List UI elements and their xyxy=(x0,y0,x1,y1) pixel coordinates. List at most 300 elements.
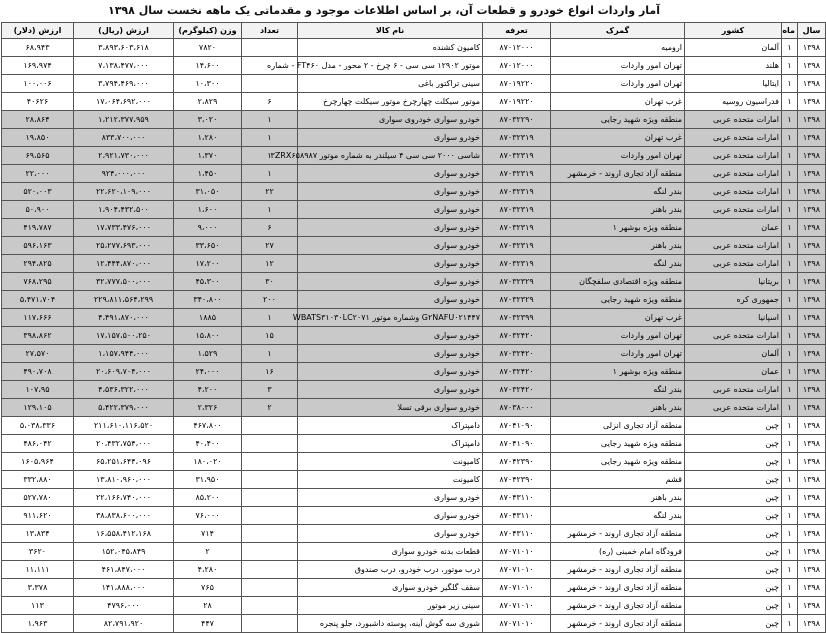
cell-tariff: ۸۷۰۴۳۱۱۰ xyxy=(483,489,551,507)
cell-value-usd: ۱۶۹،۹۷۴ xyxy=(2,57,74,75)
cell-tariff: ۸۷۰۳۲۳۱۹ xyxy=(483,255,551,273)
cell-value-rial: ۳،۸۹۳،۶۰۳،۶۱۸ xyxy=(74,39,174,57)
table-row xyxy=(2,597,826,615)
table-body xyxy=(2,39,826,633)
cell-customs: فرودگاه امام خمینی (ره) xyxy=(551,543,685,561)
cell-country: امارات متحده عربی xyxy=(685,255,782,273)
cell-country: چین xyxy=(685,489,782,507)
header-month: ماه xyxy=(782,23,798,39)
cell-value-usd: ۴۱۹،۷۸۷ xyxy=(2,219,74,237)
cell-value-usd: ۱۹،۸۵۰ xyxy=(2,129,74,147)
cell-value-rial: ۱۳،۸۱۰،۹۶۰،۰۰۰ xyxy=(74,471,174,489)
cell-value-rial: ۱،۲۱۲،۳۷۷،۹۵۹ xyxy=(74,111,174,129)
header-value-rial: ارزش (ریال) xyxy=(74,23,174,39)
cell-value-rial: ۴،۴۹۱،۸۷۰،۰۰۰ xyxy=(74,309,174,327)
cell-year: ۱۳۹۸ xyxy=(798,507,826,525)
cell-weight: ۳۳،۶۵۰ xyxy=(174,237,242,255)
cell-year: ۱۳۹۸ xyxy=(798,381,826,399)
cell-country: چین xyxy=(685,435,782,453)
cell-country: امارات متحده عربی xyxy=(685,399,782,417)
cell-count: ۱ xyxy=(242,147,298,165)
cell-customs: بندر باهنر xyxy=(551,399,685,417)
cell-country: چین xyxy=(685,525,782,543)
cell-weight: ۸۵،۲۰۰ xyxy=(174,489,242,507)
cell-country: هلند xyxy=(685,57,782,75)
cell-item: سینی زیر موتور xyxy=(298,597,483,615)
cell-value-usd: ۵۹۶،۱۶۳ xyxy=(2,237,74,255)
cell-value-usd: ۱۶۰۵،۹۶۴ xyxy=(2,453,74,471)
cell-month: ۱ xyxy=(782,579,798,597)
cell-month: ۱ xyxy=(782,363,798,381)
cell-month: ۱ xyxy=(782,183,798,201)
cell-country: امارات متحده عربی xyxy=(685,237,782,255)
cell-weight: ۱۰،۳۰۰ xyxy=(174,75,242,93)
cell-country: اسپانیا xyxy=(685,309,782,327)
cell-item: خودرو سواری xyxy=(298,129,483,147)
header-customs: گمرک xyxy=(551,23,685,39)
cell-tariff: ۸۷۰۳۸۰۰۰ xyxy=(483,399,551,417)
cell-tariff: ۸۷۰۳۲۲۹۰ xyxy=(483,111,551,129)
cell-item: سینی تراکتور باغی xyxy=(298,75,483,93)
cell-value-rial: ۳۲،۷۷۷،۵۰۰،۰۰۰ xyxy=(74,273,174,291)
cell-tariff: ۸۷۰۴۱۰۹۰ xyxy=(483,435,551,453)
cell-value-rial: ۱۷،۱۵۷،۵۰۰،۲۵۰ xyxy=(74,327,174,345)
cell-count: ۱ xyxy=(242,165,298,183)
table-row xyxy=(2,93,826,111)
cell-weight: ۳۴۰،۸۰۰ xyxy=(174,291,242,309)
header-weight: وزن (کیلوگرم) xyxy=(174,23,242,39)
cell-weight: ۱،۲۸۰ xyxy=(174,129,242,147)
cell-weight: ۳۱،۰۵۰ xyxy=(174,183,242,201)
cell-tariff: ۸۷۰۱۲۰۰۰ xyxy=(483,57,551,75)
page-title: آمار واردات انواع خودرو و قطعات آن، بر اساس اطلاعات موجود و مقدماتی یک ماهه نخست سال ۱۳۹۸ xyxy=(108,4,660,17)
cell-tariff: ۸۷۰۳۲۳۱۹ xyxy=(483,147,551,165)
cell-item: قطعات بدنه خودرو سواری xyxy=(298,543,483,561)
cell-item: کامیون کشنده xyxy=(298,39,483,57)
cell-customs: منطقه ویژه بوشهر ۱ xyxy=(551,219,685,237)
cell-value-usd: ۱۲۹،۱۰۵ xyxy=(2,399,74,417)
cell-value-rial: ۲۱۱،۶۱۰،۱۱۶،۵۲۰ xyxy=(74,417,174,435)
cell-weight: ۴۶۷،۸۰۰ xyxy=(174,417,242,435)
cell-value-rial: ۵،۴۲۲،۳۷۹،۰۰۰ xyxy=(74,399,174,417)
cell-customs: منطقه ویژه شهید رجایی xyxy=(551,111,685,129)
cell-value-usd: ۹۱۱،۶۲۰ xyxy=(2,507,74,525)
cell-year: ۱۳۹۸ xyxy=(798,255,826,273)
cell-month: ۱ xyxy=(782,345,798,363)
cell-year: ۱۳۹۸ xyxy=(798,345,826,363)
table-row xyxy=(2,507,826,525)
cell-country: عمان xyxy=(685,363,782,381)
cell-country: امارات متحده عربی xyxy=(685,111,782,129)
cell-month: ۱ xyxy=(782,417,798,435)
cell-item: کامیونت xyxy=(298,471,483,489)
cell-weight: ۱۴،۶۰۰ xyxy=(174,57,242,75)
cell-customs: منطقه ویژه بوشهر ۱ xyxy=(551,363,685,381)
cell-weight: ۳،۰۲۰ xyxy=(174,111,242,129)
table-row xyxy=(2,201,826,219)
cell-customs: منطقه ویژه شهید رجایی xyxy=(551,453,685,471)
cell-value-rial: ۴۷۹۶،۰۰۰ xyxy=(74,597,174,615)
cell-year: ۱۳۹۸ xyxy=(798,543,826,561)
cell-year: ۱۳۹۸ xyxy=(798,39,826,57)
cell-month: ۱ xyxy=(782,399,798,417)
cell-value-rial: ۲،۹۲۱،۷۳۰،۰۰۰ xyxy=(74,147,174,165)
cell-value-usd: ۵۲۷،۷۸۰ xyxy=(2,489,74,507)
cell-value-usd: ۱۰۰،۰۰۶ xyxy=(2,75,74,93)
header-value-usd: ارزش (دلار) xyxy=(2,23,74,39)
cell-country: امارات متحده عربی xyxy=(685,183,782,201)
cell-customs: منطقه ویژه اقتصادی سلفچگان xyxy=(551,273,685,291)
cell-item: خودرو سواری xyxy=(298,291,483,309)
cell-tariff: ۸۷۰۳۲۴۲۰ xyxy=(483,327,551,345)
cell-year: ۱۳۹۸ xyxy=(798,309,826,327)
cell-country: چین xyxy=(685,597,782,615)
cell-value-rial: ۱۲،۴۴۴،۸۷۰،۰۰۰ xyxy=(74,255,174,273)
cell-customs: منطقه آزاد تجاری اروند - خرمشهر xyxy=(551,597,685,615)
table-row xyxy=(2,363,826,381)
cell-value-usd: ۱۰۷،۹۵ xyxy=(2,381,74,399)
cell-country: جمهوری کره xyxy=(685,291,782,309)
cell-year: ۱۳۹۸ xyxy=(798,75,826,93)
cell-value-usd: ۱۳،۸۳۴ xyxy=(2,525,74,543)
cell-value-usd: ۳۳۲،۸۸۰ xyxy=(2,471,74,489)
cell-item: درب موتور، درب خودرو، درب صندوق xyxy=(298,561,483,579)
cell-month: ۱ xyxy=(782,219,798,237)
cell-item: خودرو سواری xyxy=(298,345,483,363)
cell-count xyxy=(242,471,298,489)
cell-year: ۱۳۹۸ xyxy=(798,57,826,75)
cell-count: ۱ xyxy=(242,129,298,147)
cell-year: ۱۳۹۸ xyxy=(798,147,826,165)
cell-tariff: ۸۷۰۳۲۳۱۹ xyxy=(483,237,551,255)
cell-tariff: ۸۷۰۱۹۲۲۰ xyxy=(483,75,551,93)
cell-customs: اروميه xyxy=(551,39,685,57)
table-row xyxy=(2,579,826,597)
cell-value-usd: ۳،۳۷۸ xyxy=(2,579,74,597)
cell-item: خودرو سواری xyxy=(298,219,483,237)
cell-value-rial: ۲۲،۶۲۰،۱۰۹،۰۰۰ xyxy=(74,183,174,201)
cell-customs: منطقه آزاد تجاری انزلی xyxy=(551,417,685,435)
cell-count: ۲۲ xyxy=(242,183,298,201)
cell-year: ۱۳۹۸ xyxy=(798,129,826,147)
cell-count xyxy=(242,543,298,561)
cell-customs: منطقه آزاد تجاری اروند - خرمشهر xyxy=(551,561,685,579)
cell-year: ۱۳۹۸ xyxy=(798,165,826,183)
cell-customs: منطقه آزاد تجاری اروند - خرمشهر xyxy=(551,615,685,633)
cell-customs: بندر لنگه xyxy=(551,183,685,201)
cell-customs: منطقه آزاد تجاری اروند - خرمشهر xyxy=(551,579,685,597)
cell-month: ۱ xyxy=(782,129,798,147)
cell-value-usd: ۲۹۴،۸۲۵ xyxy=(2,255,74,273)
cell-customs: بندر لنگه xyxy=(551,255,685,273)
cell-month: ۱ xyxy=(782,597,798,615)
table-row xyxy=(2,417,826,435)
cell-weight: ۲۴،۰۰۰ xyxy=(174,363,242,381)
cell-customs: تهران امور واردات xyxy=(551,147,685,165)
cell-value-rial: ۲۰،۶۰۹،۷۰۴،۰۰۰ xyxy=(74,363,174,381)
cell-month: ۱ xyxy=(782,165,798,183)
cell-tariff: ۸۷۰۷۱۰۱۰ xyxy=(483,543,551,561)
cell-year: ۱۳۹۸ xyxy=(798,219,826,237)
cell-customs: بندر لنگه xyxy=(551,381,685,399)
table-row xyxy=(2,453,826,471)
table-row xyxy=(2,165,826,183)
table-row xyxy=(2,489,826,507)
cell-month: ۱ xyxy=(782,507,798,525)
cell-month: ۱ xyxy=(782,273,798,291)
table-row xyxy=(2,147,826,165)
cell-month: ۱ xyxy=(782,435,798,453)
cell-item: خودرو سواری xyxy=(298,255,483,273)
cell-count: ۳۰ xyxy=(242,273,298,291)
cell-item: خودرو سواری xyxy=(298,183,483,201)
cell-country: بریتانیا xyxy=(685,273,782,291)
cell-country: چین xyxy=(685,507,782,525)
cell-value-usd: ۲۷،۵۷۰ xyxy=(2,345,74,363)
cell-value-rial: ۱۷،۷۳۳،۴۷۶،۰۰۰ xyxy=(74,219,174,237)
cell-month: ۱ xyxy=(782,147,798,165)
cell-weight: ۴۰،۴۰۰ xyxy=(174,435,242,453)
cell-customs: غرب تهران xyxy=(551,309,685,327)
cell-value-usd: ۷۶۸،۲۹۵ xyxy=(2,273,74,291)
cell-year: ۱۳۹۸ xyxy=(798,597,826,615)
cell-item: خودرو سواری xyxy=(298,201,483,219)
cell-month: ۱ xyxy=(782,255,798,273)
cell-count: ۲۷ xyxy=(242,237,298,255)
cell-weight: ۷۶،۰۰۰ xyxy=(174,507,242,525)
cell-month: ۱ xyxy=(782,291,798,309)
cell-value-usd: ۳۶۲۰ xyxy=(2,543,74,561)
cell-weight: ۱،۵۲۹ xyxy=(174,345,242,363)
cell-item: شاسی ۲۰۰۰ سی سی ۴ سیلندر به شماره موتور ۳ZRX۶۵۸۹۸۷ xyxy=(298,147,483,165)
cell-tariff: ۸۷۰۳۲۴۲۰ xyxy=(483,381,551,399)
table-row xyxy=(2,291,826,309)
table-row xyxy=(2,39,826,57)
cell-tariff: ۸۷۰۷۱۰۱۰ xyxy=(483,561,551,579)
cell-item: خودرو سواری xyxy=(298,363,483,381)
cell-weight: ۴،۲۰۰ xyxy=(174,381,242,399)
table-row xyxy=(2,129,826,147)
imports-table xyxy=(1,22,826,633)
cell-value-rial: ۴،۵۳۶،۳۲۲،۰۰۰ xyxy=(74,381,174,399)
cell-value-rial: ۸۳۳،۷۰۰،۰۰۰ xyxy=(74,129,174,147)
cell-year: ۱۳۹۸ xyxy=(798,183,826,201)
cell-year: ۱۳۹۸ xyxy=(798,417,826,435)
cell-customs: تهران امور واردات xyxy=(551,345,685,363)
cell-count: ۶ xyxy=(242,93,298,111)
table-row xyxy=(2,471,826,489)
cell-year: ۱۳۹۸ xyxy=(798,273,826,291)
cell-weight: ۴،۲۸۰ xyxy=(174,561,242,579)
cell-item: خودرو سواری برقی تسلا xyxy=(298,399,483,417)
cell-year: ۱۳۹۸ xyxy=(798,579,826,597)
cell-customs: بندر باهنر xyxy=(551,237,685,255)
cell-tariff: ۸۷۰۳۲۴۲۰ xyxy=(483,363,551,381)
cell-country: آلمان xyxy=(685,39,782,57)
cell-count xyxy=(242,615,298,633)
cell-country: امارات متحده عربی xyxy=(685,381,782,399)
cell-weight: ۲۸ xyxy=(174,597,242,615)
cell-country: چین xyxy=(685,579,782,597)
cell-tariff: ۸۷۰۱۹۲۲۰ xyxy=(483,93,551,111)
cell-weight: ۱۷،۲۰۰ xyxy=(174,255,242,273)
cell-weight: ۲،۸۲۹ xyxy=(174,93,242,111)
cell-value-usd: ۲۸،۸۶۴ xyxy=(2,111,74,129)
cell-customs: تهران امور واردات xyxy=(551,57,685,75)
cell-year: ۱۳۹۸ xyxy=(798,489,826,507)
cell-month: ۱ xyxy=(782,327,798,345)
cell-month: ۱ xyxy=(782,75,798,93)
cell-value-usd: ۵،۰۳۸،۳۳۶ xyxy=(2,417,74,435)
cell-month: ۱ xyxy=(782,201,798,219)
cell-item: خودرو سواری xyxy=(298,381,483,399)
cell-value-usd: ۵۰،۹۰۰ xyxy=(2,201,74,219)
cell-tariff: ۸۷۰۷۱۰۱۰ xyxy=(483,597,551,615)
cell-item: خودرو سواری xyxy=(298,165,483,183)
cell-customs: قشم xyxy=(551,471,685,489)
cell-weight: ۱۸۰،۰۲۰ xyxy=(174,453,242,471)
cell-year: ۱۳۹۸ xyxy=(798,399,826,417)
cell-tariff: ۸۷۰۴۱۰۹۰ xyxy=(483,417,551,435)
cell-weight: ۱۵،۸۰۰ xyxy=(174,327,242,345)
cell-weight: ۳۱،۹۵۰ xyxy=(174,471,242,489)
cell-tariff: ۸۷۰۳۲۳۱۹ xyxy=(483,129,551,147)
cell-value-usd: ۴۸۶،۰۴۲ xyxy=(2,435,74,453)
cell-item: G۲NAFU۰۲۱۴۴۷ وشماره موتور WBATS۳۱۰۳۰LC۲۰۷۱ xyxy=(298,309,483,327)
cell-month: ۱ xyxy=(782,561,798,579)
cell-year: ۱۳۹۸ xyxy=(798,201,826,219)
cell-value-rial: ۱،۱۵۷،۹۴۴،۰۰۰ xyxy=(74,345,174,363)
cell-item: سقف گلگیر خودرو سواری xyxy=(298,579,483,597)
cell-tariff: ۸۷۰۳۲۳۱۹ xyxy=(483,219,551,237)
cell-customs: بندر باهنر xyxy=(551,201,685,219)
cell-tariff: ۸۷۰۷۱۰۱۰ xyxy=(483,615,551,633)
cell-count: ۱۶ xyxy=(242,363,298,381)
cell-item: خودرو سواری xyxy=(298,525,483,543)
cell-count xyxy=(242,597,298,615)
cell-count: ۲۰۰ xyxy=(242,291,298,309)
cell-year: ۱۳۹۸ xyxy=(798,561,826,579)
cell-value-usd: ۶۹،۵۶۵ xyxy=(2,147,74,165)
cell-value-usd: ۱۱،۱۱۱ xyxy=(2,561,74,579)
cell-month: ۱ xyxy=(782,489,798,507)
cell-tariff: ۸۷۰۱۲۰۰۰ xyxy=(483,39,551,57)
cell-tariff: ۸۷۰۳۲۳۲۹ xyxy=(483,291,551,309)
table-row xyxy=(2,57,826,75)
cell-tariff: ۸۷۰۷۱۰۱۰ xyxy=(483,579,551,597)
cell-month: ۱ xyxy=(782,471,798,489)
cell-count: ۱ xyxy=(242,345,298,363)
table-row xyxy=(2,543,826,561)
cell-month: ۱ xyxy=(782,615,798,633)
table-row xyxy=(2,381,826,399)
cell-item: خودرو سواری xyxy=(298,507,483,525)
cell-month: ۱ xyxy=(782,111,798,129)
cell-weight: ۲،۳۲۶ xyxy=(174,399,242,417)
cell-count: ۱ xyxy=(242,111,298,129)
cell-country: امارات متحده عربی xyxy=(685,129,782,147)
cell-count xyxy=(242,417,298,435)
cell-customs: تهران امور واردات xyxy=(551,75,685,93)
cell-country: عمان xyxy=(685,219,782,237)
cell-tariff: ۸۷۰۳۲۴۲۰ xyxy=(483,345,551,363)
cell-value-usd: ۳۹۸،۸۶۲ xyxy=(2,327,74,345)
cell-value-usd: ۶۸،۹۴۳ xyxy=(2,39,74,57)
cell-count: ۳ xyxy=(242,381,298,399)
cell-customs: منطقه آزاد تجاری اروند - خرمشهر xyxy=(551,525,685,543)
cell-year: ۱۳۹۸ xyxy=(798,93,826,111)
cell-value-usd: ۴۹۰،۷۰۸ xyxy=(2,363,74,381)
cell-year: ۱۳۹۸ xyxy=(798,111,826,129)
cell-weight: ۱،۶۰۰ xyxy=(174,201,242,219)
header-tariff: تعرفه xyxy=(483,23,551,39)
table-row xyxy=(2,255,826,273)
cell-item: کامیونت xyxy=(298,453,483,471)
cell-country: امارات متحده عربی xyxy=(685,201,782,219)
header-country: کشور xyxy=(685,23,782,39)
cell-value-rial: ۶۵،۲۵۱،۶۴۴،۰۹۶ xyxy=(74,453,174,471)
cell-value-usd: ۵،۴۷۱،۷۰۴ xyxy=(2,291,74,309)
cell-value-rial: ۳،۷۹۴،۴۶۹،۰۰۰ xyxy=(74,75,174,93)
cell-country: چین xyxy=(685,453,782,471)
cell-country: چین xyxy=(685,615,782,633)
cell-item: خودرو سواری xyxy=(298,327,483,345)
table-row xyxy=(2,561,826,579)
cell-customs: تهران امور واردات xyxy=(551,327,685,345)
cell-year: ۱۳۹۸ xyxy=(798,615,826,633)
cell-year: ۱۳۹۸ xyxy=(798,291,826,309)
cell-value-rial: ۲۵،۲۷۷،۶۹۳،۰۰۰ xyxy=(74,237,174,255)
cell-value-usd: ۵۲۰،۰۰۳ xyxy=(2,183,74,201)
table-row xyxy=(2,345,826,363)
table-row xyxy=(2,183,826,201)
header-item: نام کالا xyxy=(298,23,483,39)
cell-value-usd: ۴۰۶۲۶ xyxy=(2,93,74,111)
cell-value-rial: ۲۲۹،۸۱۱،۵۶۴،۲۹۹ xyxy=(74,291,174,309)
cell-weight: ۱۸۸۵ xyxy=(174,309,242,327)
cell-count: ۶ xyxy=(242,219,298,237)
cell-count xyxy=(242,507,298,525)
cell-customs: منطقه آزاد تجاری اروند - خرمشهر xyxy=(551,165,685,183)
table-row xyxy=(2,327,826,345)
cell-year: ۱۳۹۸ xyxy=(798,363,826,381)
cell-value-rial: ۱۵۲،۰۴۵،۸۴۹ xyxy=(74,543,174,561)
cell-customs: منطقه ویژه شهید رجایی xyxy=(551,435,685,453)
cell-value-rial: ۷،۱۳۸،۴۷۷،۰۰۰ xyxy=(74,57,174,75)
cell-weight: ۲ xyxy=(174,543,242,561)
table-row xyxy=(2,615,826,633)
cell-value-usd: ۱۱۷،۶۶۶ xyxy=(2,309,74,327)
cell-item: دامپتراک xyxy=(298,417,483,435)
cell-month: ۱ xyxy=(782,453,798,471)
cell-year: ۱۳۹۸ xyxy=(798,237,826,255)
cell-count xyxy=(242,561,298,579)
cell-month: ۱ xyxy=(782,93,798,111)
cell-customs: غرب تهران xyxy=(551,129,685,147)
cell-country: امارات متحده عربی xyxy=(685,147,782,165)
cell-count xyxy=(242,525,298,543)
cell-count: ۱۲ xyxy=(242,255,298,273)
table-row xyxy=(2,75,826,93)
cell-month: ۱ xyxy=(782,543,798,561)
cell-value-rial: ۲۲،۱۶۶،۷۴۰،۰۰۰ xyxy=(74,489,174,507)
cell-country: چین xyxy=(685,543,782,561)
cell-month: ۱ xyxy=(782,237,798,255)
cell-country: امارات متحده عربی xyxy=(685,327,782,345)
cell-value-rial: ۱۷،۰۶۴،۶۹۲،۰۰۰ xyxy=(74,93,174,111)
cell-country: چین xyxy=(685,561,782,579)
cell-country: چین xyxy=(685,471,782,489)
